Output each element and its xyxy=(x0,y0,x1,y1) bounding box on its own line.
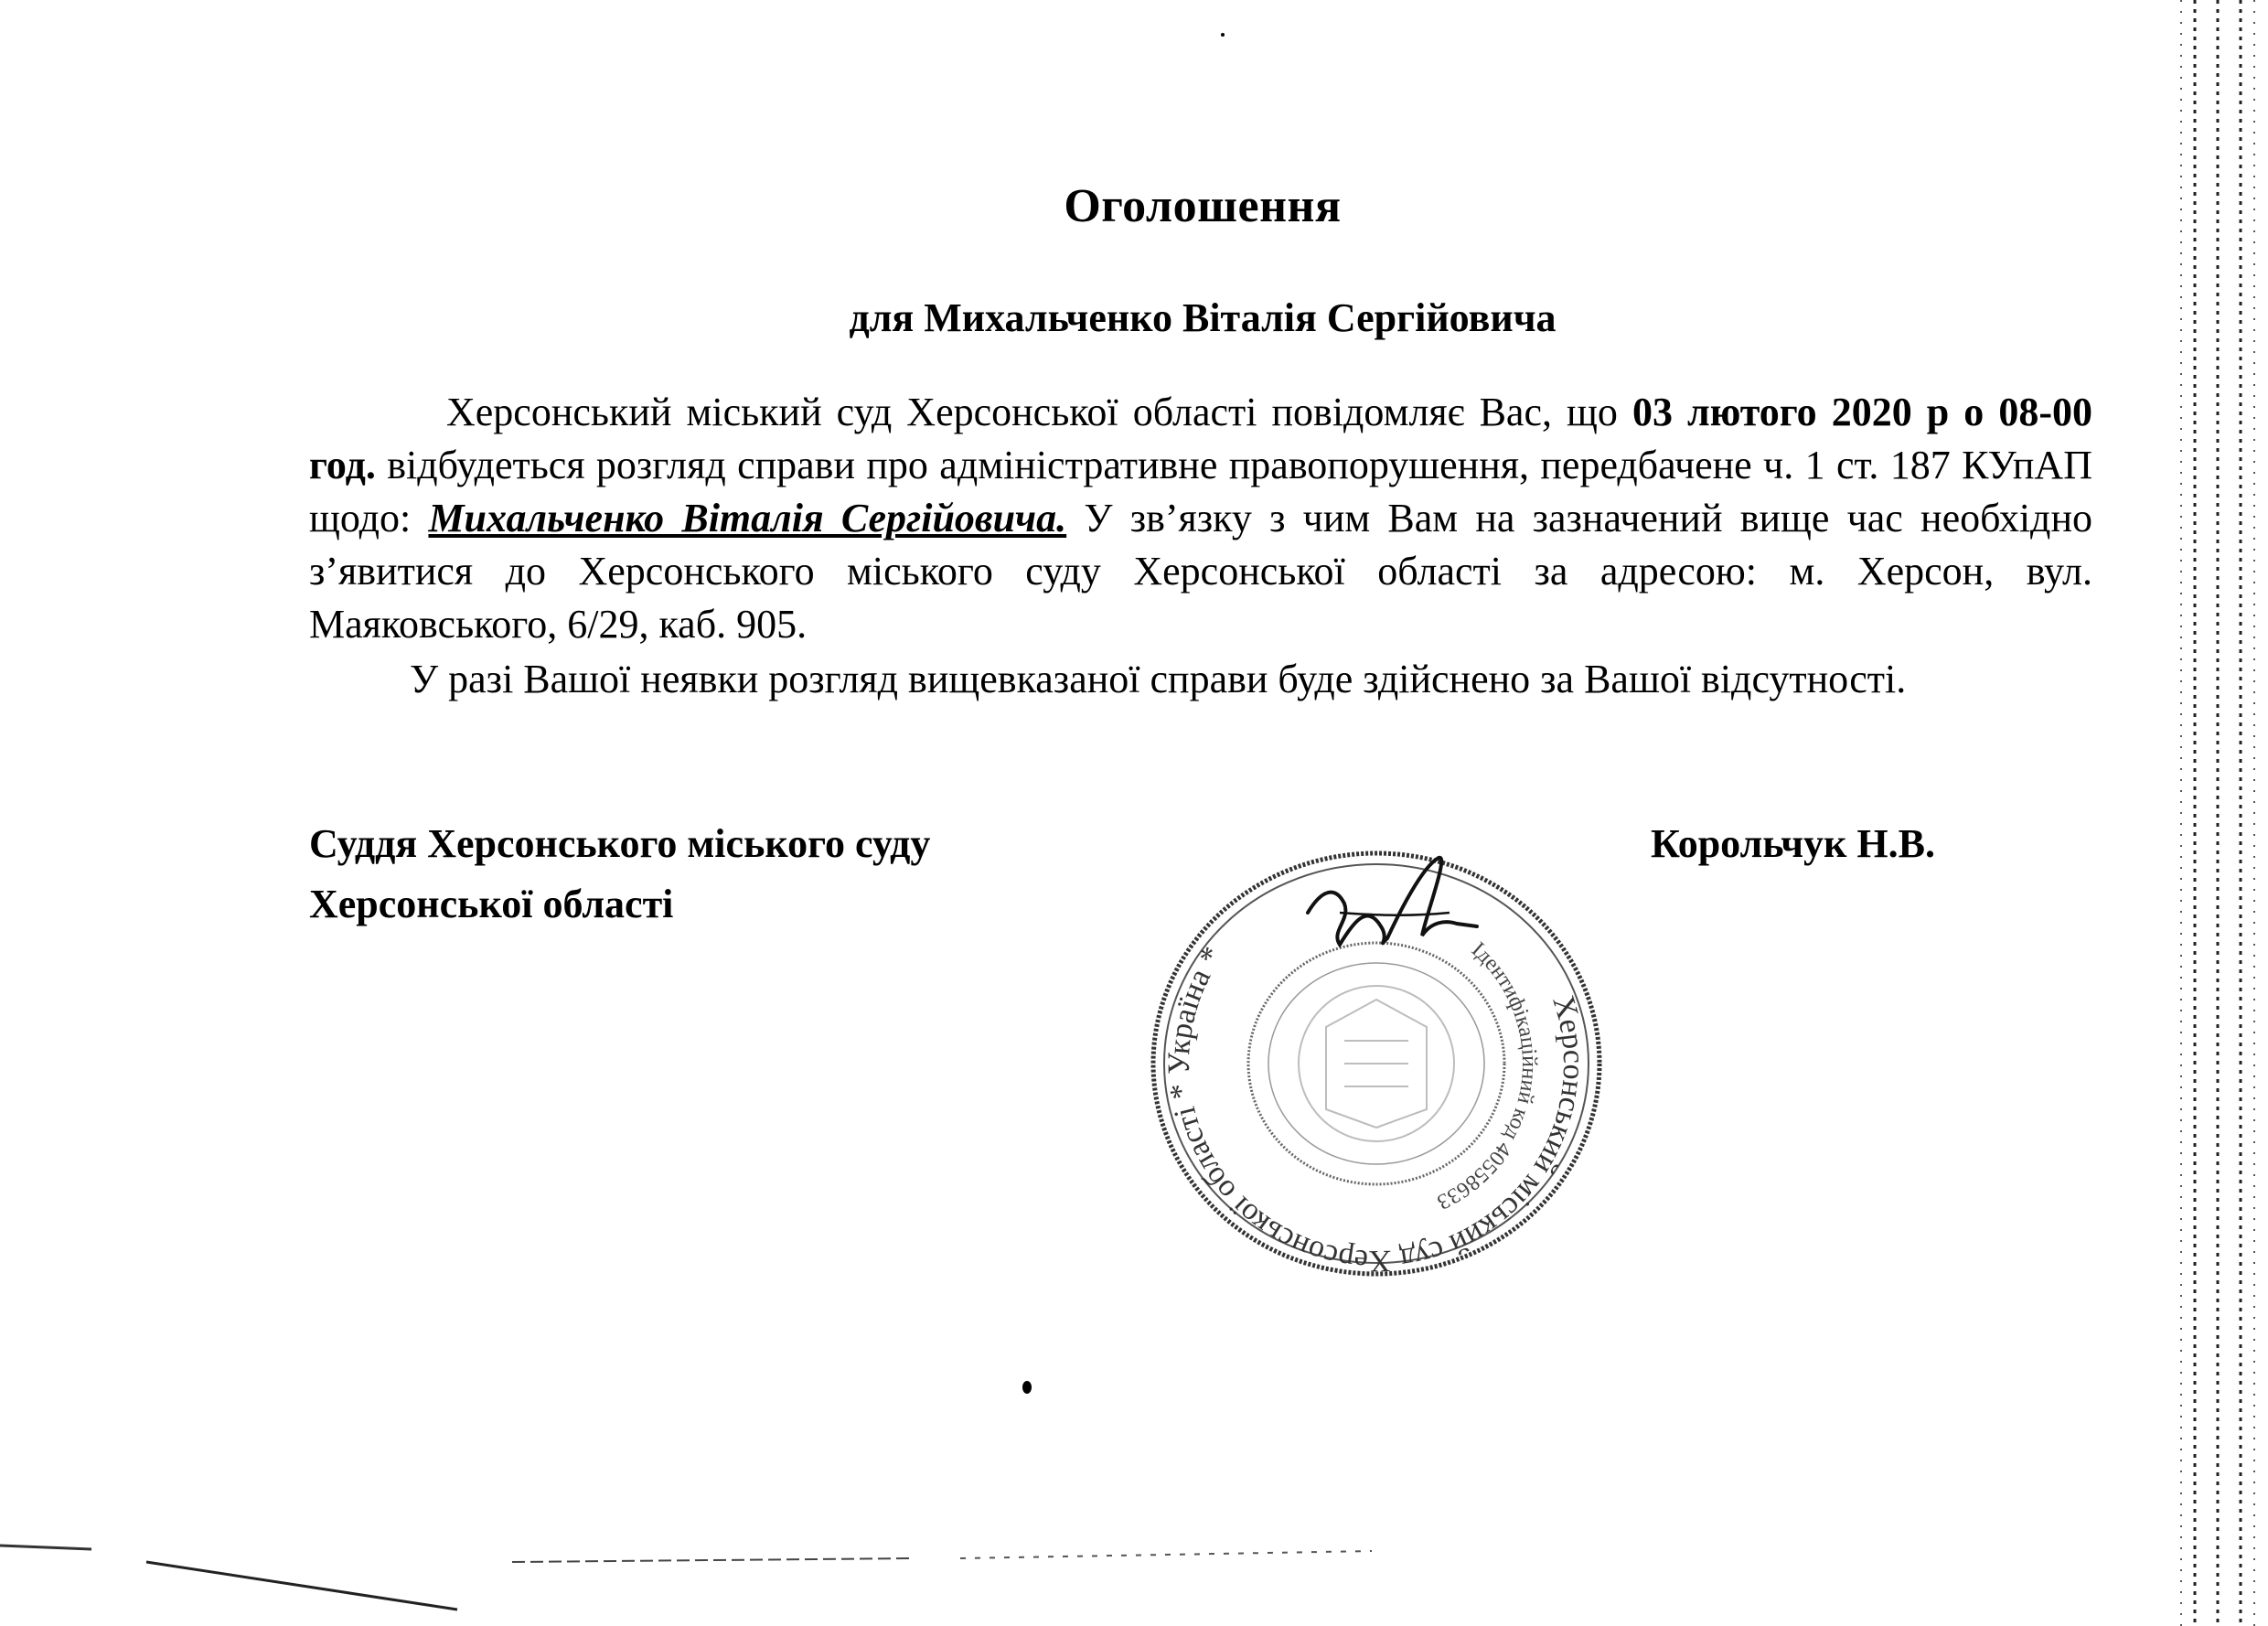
notice-paragraph-1 xyxy=(309,386,2092,651)
seal-outer-text: Херсонський міський суд Херсонської області * Україна * xyxy=(1161,940,1591,1278)
paragraph-1-text-c: У зв’язку з чим Вам на зазначений вище час необхідно з’явитися до Херсонського міського суду Херсонської області за адресою: м. Херсон, вул. Маяковського, 6/29, каб. 905. xyxy=(309,496,2092,647)
hearing-date: 03 лютого 2020 р о 08-00 год. xyxy=(309,390,2092,487)
court-seal xyxy=(1148,849,1605,1278)
handwritten-signature xyxy=(1308,858,1477,945)
scan-edge-artifacts xyxy=(2167,0,2268,1626)
judge-position xyxy=(309,814,930,935)
scan-speck xyxy=(1022,1381,1032,1394)
scan-speck xyxy=(1221,33,1225,37)
notice-paragraph-2: У разі Вашої неявки розгляд вищевказаної справи буде здійснено за Вашої відсутності. xyxy=(410,657,1907,701)
document-title: Оголошення xyxy=(1064,180,1342,232)
defendant-name: Михальченко Віталія Сергійовича. xyxy=(428,496,1067,540)
judge-position-line-2: Херсонської області xyxy=(309,882,674,926)
judge-name: Корольчук Н.В. xyxy=(1651,821,1935,866)
seal-inner-text: Ідентифікаційний код 40558633 xyxy=(1433,937,1542,1214)
paragraph-1-text-b: відбудеться розгляд справи про адміністративне правопорушення, передбачене ч. 1 ст. 187 КУпАП щодо: xyxy=(309,443,2092,540)
scan-bottom-lines xyxy=(0,1518,1829,1619)
notice-body xyxy=(309,386,2092,708)
document-subtitle: для Михальченко Віталія Сергійовича xyxy=(849,295,1557,340)
judge-position-line-1: Суддя Херсонського міського суду xyxy=(309,821,931,866)
paragraph-1-text-a: Херсонський міський суд Херсонської області повідомляє Вас, що xyxy=(446,390,1632,434)
